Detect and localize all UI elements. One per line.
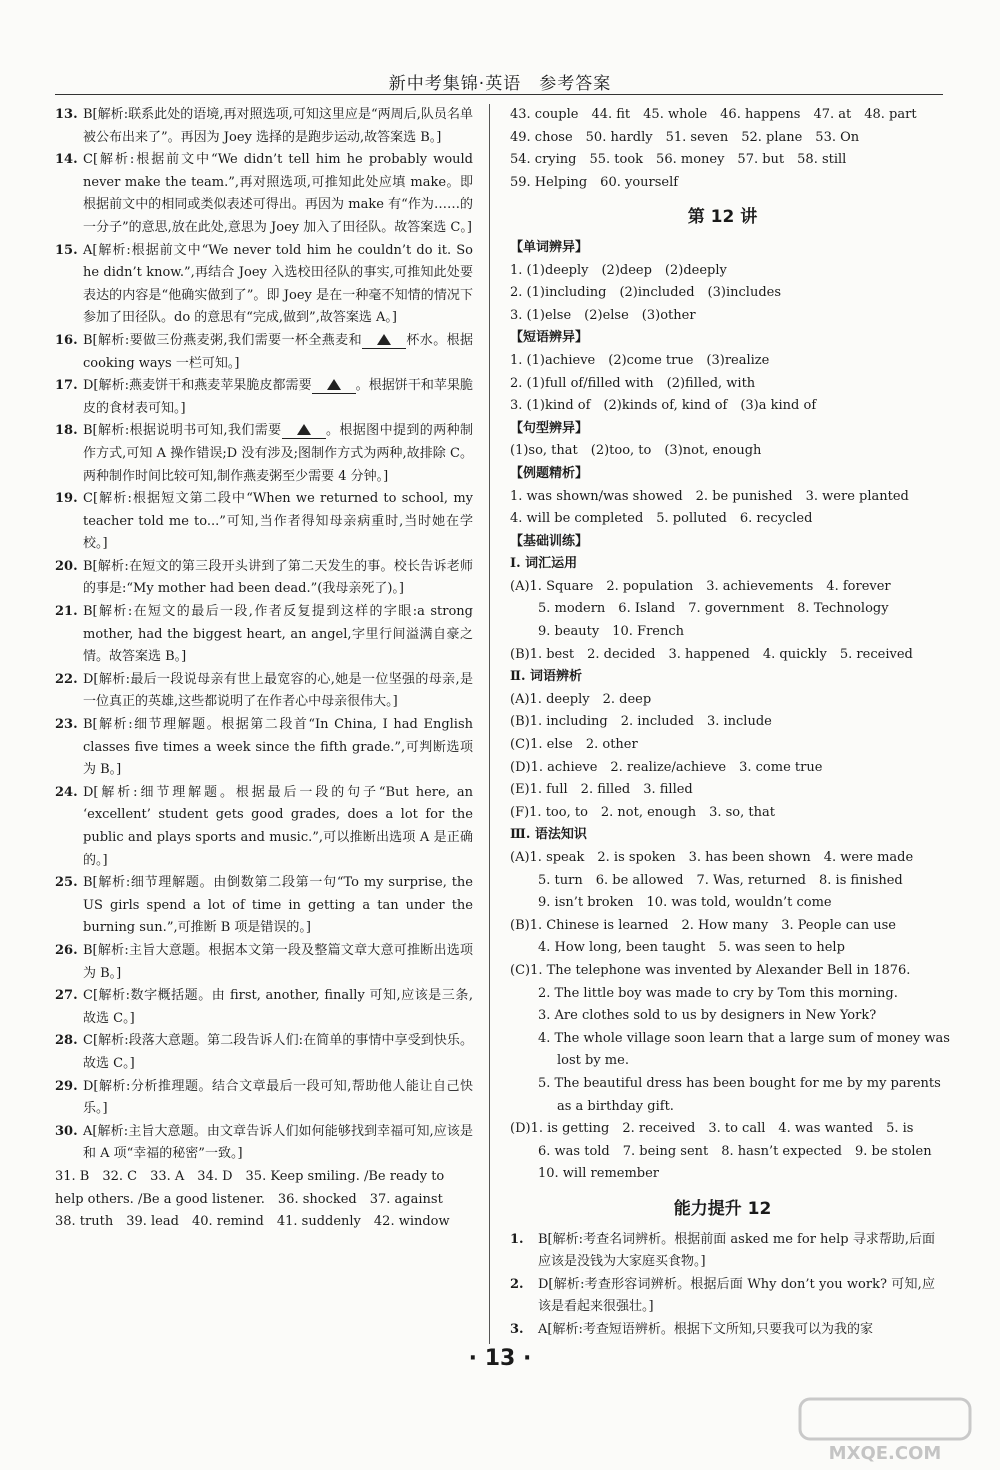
answer-line: (A)1. speak 2. is spoken 3. has been shown 4. were made [510, 850, 914, 865]
answer-item [55, 782, 473, 872]
answer-number: 21. [55, 604, 78, 620]
answer-item [55, 240, 473, 330]
answer-number: 1. [510, 1231, 524, 1247]
page-header [0, 0, 1000, 100]
answer-number: 30. [55, 1123, 78, 1139]
answer-item [55, 985, 473, 1030]
answer-text: B[解析:在短文的第三段开头讲到了第二天发生的事。校长告诉老师的事是:“My mother had been dead.”(我母亲死了)。] [83, 558, 473, 597]
answer-item [510, 1229, 935, 1274]
answer-line: 9. isn’t broken 10. was told, wouldn’t come [538, 895, 832, 911]
running-title: 新中考集锦·英语 参考答案 [388, 74, 612, 94]
answer-line: 2. (1)full of/filled with (2)filled, with [510, 375, 756, 391]
answer-line: 5. turn 6. be allowed 7. Was, returned 8. is finished [538, 872, 903, 888]
answer-number: 18. [55, 423, 78, 439]
answer-line: 4. How long, been taught 5. was seen to help [538, 940, 845, 956]
answer-text: C[解析:数字概括题。由 first, another, finally 可知,应该是三条,故选 C。] [83, 988, 473, 1026]
answer-number: 20. [55, 558, 78, 574]
answer-item [55, 669, 473, 714]
answer-item [55, 488, 473, 556]
answer-number: 17. [55, 378, 78, 394]
answer-number: 3. [510, 1321, 524, 1337]
answer-line: 5. modern 6. Island 7. government 8. Technology [538, 601, 889, 617]
header-rule [55, 94, 943, 95]
answer-text: B[解析:主旨大意题。根据本文第一段及整篇文章大意可推断出选项为 B。] [83, 942, 473, 981]
watermark-text: MXQE.COM [828, 1443, 942, 1464]
answer-number: 25. [55, 875, 78, 891]
answer-line: 3. (1)kind of (2)kinds of, kind of (3)a kind of [510, 398, 817, 414]
answer-line: (B)1. including 2. included 3. include [510, 714, 772, 730]
answer-item [510, 1319, 935, 1342]
answer-line: 38. truth 39. lead 40. remind 41. suddenly 42. window [55, 1214, 450, 1230]
blank-with-triangle [362, 334, 406, 349]
answer-line: 3. Are clothes sold to us by designers in New York? [538, 1008, 877, 1024]
answer-line: 1. (1)achieve (2)come true (3)realize [510, 352, 770, 368]
answer-item [55, 104, 473, 149]
answer-number: 15. [55, 242, 78, 258]
answer-item [55, 1121, 473, 1166]
answer-line: (A)1. deeply 2. deep [510, 691, 652, 707]
answer-line: 4. will be completed 5. polluted 6. recycled [510, 511, 813, 527]
answer-line: 2. (1)including (2)included (3)includes [510, 285, 782, 301]
answer-line: 54. crying 55. took 56. money 57. but 58. still [510, 152, 847, 168]
answer-line: 5. The beautiful dress has been bought for me by my parents [538, 1075, 941, 1091]
answer-number: 27. [55, 988, 78, 1004]
answer-number: 26. [55, 942, 78, 958]
section-heading: 【短语辨异】 [510, 330, 589, 346]
answer-text: B[解析:联系此处的语境,再对照选项,可知这里应是“两周后,队员名单被公布出来了”。再因为 Joey 选择的是跑步运动,故答案选 B。] [83, 107, 473, 145]
triangle-icon [297, 424, 311, 435]
lesson-title: 第 12 讲 [687, 207, 758, 228]
answer-line: (B)1. Chinese is learned 2. How many 3. People can use [510, 917, 896, 933]
answer-number: 23. [55, 717, 78, 733]
watermark-logo [780, 1395, 990, 1465]
answer-item [55, 556, 473, 601]
section-heading: 【单词辨异】 [510, 239, 589, 255]
answer-text: B[解析:在短文的最后一段,作者反复提到这样的字眼:a strong mother, had the biggest heart, an angel,字里行间溢满自豪之情。故答案选 B。] [83, 604, 473, 665]
answer-line: (A)1. Square 2. population 3. achievements 4. forever [510, 578, 891, 594]
answer-item [55, 420, 473, 488]
answer-number: 24. [55, 784, 78, 800]
answer-text: A[解析:根据前文中“We never told him he couldn’t do it. So he didn’t know.”,再结合 Joey 入选校田径队的事实,可推知此处要表达的内容是“他确实做到了”。即 Joey 是在一种毫不知情的情况下参加了田径队。do 的意思有“完成,做到”,故答案选 A。] [83, 242, 473, 326]
answer-line: (B)1. best 2. decided 3. happened 4. quickly 5. received [510, 646, 913, 662]
answer-line: lost by me. [557, 1053, 629, 1069]
answer-item [510, 1274, 935, 1319]
answer-line: (C)1. The telephone was invented by Alexander Bell in 1876. [510, 962, 911, 978]
answer-line: 4. The whole village soon learn that a large sum of money was [538, 1030, 950, 1046]
answer-item [55, 714, 473, 782]
answer-item [55, 375, 473, 420]
answer-item [55, 1030, 473, 1075]
answer-line: 31. B 32. C 33. A 34. D 35. Keep smiling. /Be ready to [55, 1168, 445, 1184]
answer-number: 16. [55, 332, 78, 348]
answer-text: 。根据图中提到的两种制作方式,可知 A 操作错误;D 没有涉及;图制作方式为两种,故排除 C。两种制作时间比较可知,制作燕麦粥至少需要 4 分钟。] [83, 423, 473, 484]
answer-text: B[解析:要做三份燕麦粥,我们需要一杯全燕麦和 [83, 332, 362, 348]
answer-number: 13. [55, 107, 78, 122]
subsection-heading: Ⅱ. 词语辨析 [510, 669, 583, 685]
answer-item [55, 149, 473, 239]
answer-text: C[解析:段落大意题。第二段告诉人们:在简单的事情中享受到快乐。故选 C。] [83, 1033, 473, 1071]
answer-item [55, 1076, 473, 1121]
blank-with-triangle [312, 379, 356, 394]
answer-line: (D)1. is getting 2. received 3. to call 4. was wanted 5. is [510, 1121, 914, 1137]
section-heading: 【基础训练】 [510, 533, 589, 549]
answer-text: B[解析:考查名词辨析。根据前面 asked me for help 寻求帮助,后面应该是没钱为大家庭买食物。] [538, 1231, 935, 1270]
ability-title: 能力提升 12 [673, 1198, 772, 1219]
answer-line: 43. couple 44. fit 45. whole 46. happens 47. at 48. part [510, 107, 917, 122]
answer-text: C[解析:根据短文第二段中“When we returned to school, my teacher told me to...”可知,当作者得知母亲病重时,当时她在学校。] [83, 491, 473, 552]
answer-line: 59. Helping 60. yourself [510, 174, 679, 190]
answer-text: D[解析:细节理解题。根据最后一段的句子“But here, an ‘excellent’ student gets good grades, does a lot for the public and plays sports and music.”,可以推断出选项 A 是正确的。] [83, 784, 473, 868]
answer-text: A[解析:考查短语辨析。根据下文所知,只要我可以为我的家 [538, 1321, 873, 1337]
answer-text: D[解析:考查形容词辨析。根据后面 Why don’t you work? 可知,应该是看起来很强壮。] [538, 1276, 935, 1315]
answer-text: D[解析:分析推理题。结合文章最后一段可知,帮助他人能让自己快乐。] [83, 1078, 473, 1117]
answer-line: (F)1. too, to 2. not, enough 3. so, that [510, 804, 775, 820]
answer-line: 6. was told 7. being sent 8. hasn’t expected 9. be stolen [538, 1143, 932, 1159]
answer-item [55, 330, 473, 375]
answer-text: B[解析:根据说明书可知,我们需要 [83, 423, 282, 439]
column-divider [489, 104, 490, 1344]
answer-line: 9. beauty 10. French [538, 624, 685, 640]
answer-item [55, 940, 473, 985]
answer-line: 10. will remember [538, 1166, 660, 1182]
answer-text: D[解析:燕麦饼干和燕麦苹果脆皮都需要 [83, 378, 312, 394]
answer-line: 1. (1)deeply (2)deep (2)deeply [510, 262, 727, 278]
left-column [55, 104, 473, 1234]
page-number: · 13 · [468, 1346, 532, 1371]
right-column [510, 104, 950, 1341]
answer-line: 2. The little boy was made to cry by Tom this morning. [538, 985, 898, 1001]
answer-number: 22. [55, 671, 78, 687]
answer-item [55, 872, 473, 940]
answer-line: help others. /Be a good listener. 36. shocked 37. against [55, 1191, 443, 1207]
triangle-icon [377, 334, 391, 345]
answer-line: (E)1. full 2. filled 3. filled [510, 782, 693, 798]
section-heading: 【例题精析】 [510, 465, 589, 481]
answer-number: 29. [55, 1078, 78, 1094]
answer-text: D[解析:最后一段说母亲有世上最宽容的心,她是一位坚强的母亲,是一位真正的英雄,这些都说明了在作者心中母亲很伟大。] [83, 671, 473, 710]
answer-number: 19. [55, 491, 78, 507]
subsection-heading: Ⅲ. 语法知识 [510, 827, 587, 843]
answer-text: 。根据饼干和苹果脆皮的食材表可知。] [83, 378, 473, 416]
answer-line: 3. (1)else (2)else (3)other [510, 307, 696, 323]
section-heading: 【句型辨异】 [510, 420, 589, 436]
answer-text: A[解析:主旨大意题。由文章告诉人们如何能够找到幸福可知,应该是和 A 项“幸福的秘密”一致。] [83, 1123, 473, 1162]
answer-line: as a birthday gift. [557, 1098, 674, 1114]
answer-text: B[解析:细节理解题。根据第二段首“In China, I had English classes five times a week since the fifth grade.”,可判断选项为 B。] [83, 717, 473, 778]
subsection-heading: Ⅰ. 词汇运用 [510, 556, 578, 572]
blank-with-triangle [282, 424, 326, 439]
answer-text: 杯水。根据 cooking ways 一栏可知。] [83, 332, 473, 371]
answer-line: (D)1. achieve 2. realize/achieve 3. come true [510, 759, 823, 775]
answer-line: 1. was shown/was showed 2. be punished 3. were planted [510, 488, 909, 504]
answer-number: 28. [55, 1033, 78, 1049]
triangle-icon [327, 379, 341, 390]
answer-number: 2. [510, 1276, 524, 1292]
answer-text: B[解析:细节理解题。由倒数第二段第一句“To my surprise, the US girls spend a lot of time in getting a tan under the burning sun.”,可推断 B 项是错误的。] [83, 875, 473, 936]
answer-line: (C)1. else 2. other [510, 737, 638, 753]
answer-text: C[解析:根据前文中“We didn’t tell him he probably would never make the team.”,再对照选项,可推知此处应填 make。即根据前文中的相同或类似表述可得出。再因为 make 有“作为……的一分子”的意思,放在此处,意思为 Joey 加入了田径队。故答案选 C。] [83, 152, 473, 235]
answer-number: 14. [55, 152, 78, 168]
answer-item [55, 601, 473, 669]
answer-line: 49. chose 50. hardly 51. seven 52. plane 53. On [510, 129, 860, 145]
answer-line: (1)so, that (2)too, to (3)not, enough [510, 443, 762, 459]
